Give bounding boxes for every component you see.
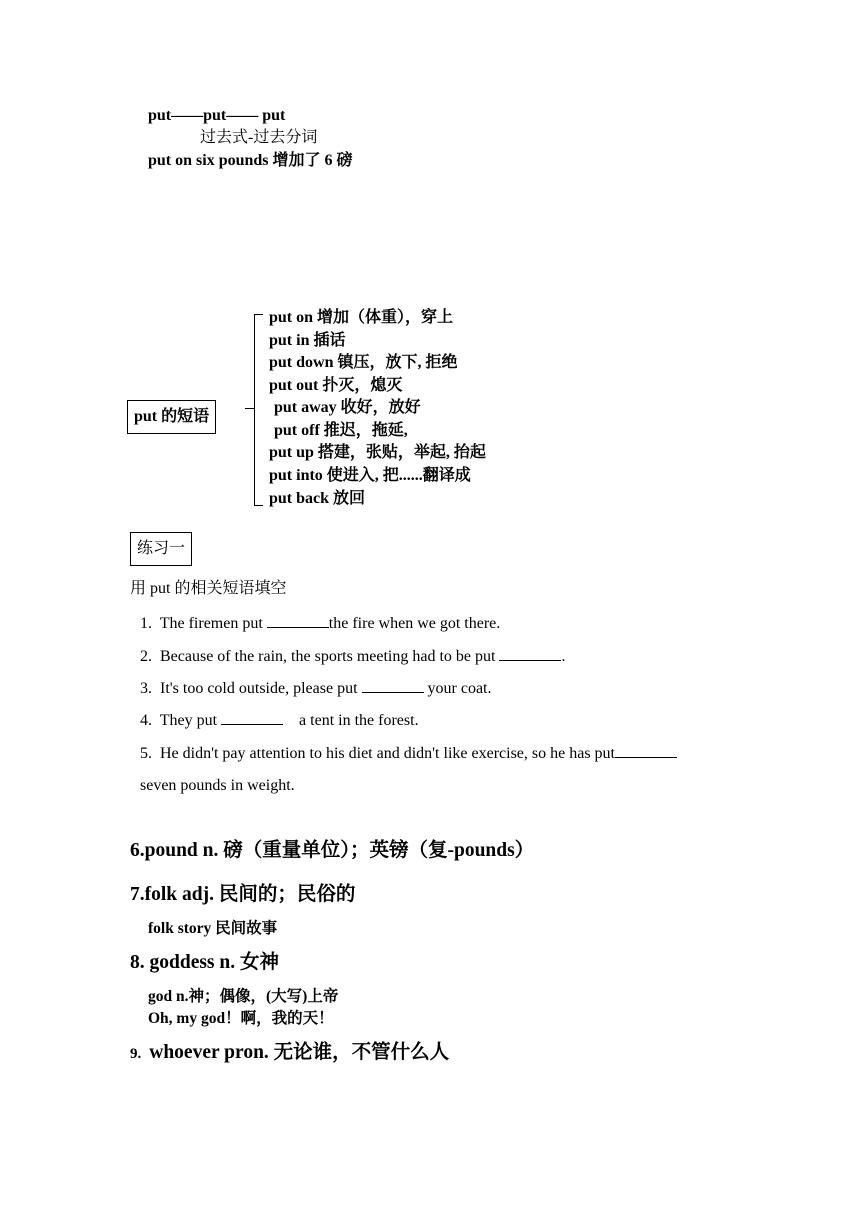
exercise-instruction-text: 用 put 的相关短语填空 [130,580,287,597]
exercise-item [140,709,419,732]
exercise-item [140,677,492,700]
item-number: 4. [140,712,152,729]
vocab-whoever-text: whoever pron. 无论谁，不管什么人 [149,1042,450,1063]
item-text-after: . [561,648,566,665]
phrase-item: put off 推迟，拖延, [274,422,408,439]
phrase-item: put away 收好，放好 [274,399,421,416]
verb-forms-note: 过去式-过去分词 [200,129,318,146]
phrase-item: put into 使进入, 把......翻译成 [269,467,471,484]
phrase-item: put down 镇压，放下, 拒绝 [269,354,458,371]
exercise-item [140,645,565,668]
vocab-folk-example: folk story 民间故事 [148,920,278,937]
item-text-before: They put [159,712,222,729]
item-text-after: a tent in the forest. [283,712,419,729]
item-text-before: The firemen put [159,615,267,632]
item-number: 5. [140,745,152,762]
answer-blank[interactable] [267,612,329,628]
vocab-goddess: 8. goddess n. 女神 [130,952,279,973]
vocab-god-example: Oh, my god！啊，我的天！ [148,1010,334,1027]
item-number: 2. [140,648,152,665]
vocab-whoever [130,1040,449,1067]
phrase-item: put up 搭建，张贴，举起, 抬起 [269,444,486,461]
phrase-item: put back 放回 [269,490,366,507]
answer-blank[interactable] [221,709,283,725]
exercise-instruction [130,578,286,600]
item-text-before: Because of the rain, the sports meeting had to be put [160,648,500,665]
phrase-item: put out 扑灭，熄灭 [269,377,403,394]
item-number: 3. [140,680,152,697]
phrase-item: put in 插话 [269,332,346,349]
exercise-box-label: 练习一 [130,532,192,566]
answer-blank[interactable] [499,645,561,661]
exercise-item-continuation: seven pounds in weight. [140,777,295,794]
phrases-box-label: put 的短语 [127,400,216,434]
answer-blank[interactable] [362,677,424,693]
phrases-bracket [254,314,263,506]
item-text-after: the fire when we got there. [328,615,501,632]
answer-blank[interactable] [615,742,677,758]
item-text-after: your coat. [423,680,492,697]
vocab-whoever-number: 9. [130,1046,142,1062]
item-text-before: He didn't pay attention to his diet and didn't like exercise, so he has put [160,745,615,762]
item-text-before: It's too cold outside, please put [160,680,362,697]
vocab-folk: 7.folk adj. 民间的；民俗的 [130,884,356,905]
vocab-pound: 6.pound n. 磅（重量单位）；英镑（复-pounds） [130,840,535,861]
exercise-item [140,742,677,765]
exercise-item [140,612,500,635]
phrase-item: put on 增加（体重），穿上 [269,309,454,326]
example-phrase: put on six pounds 增加了 6 磅 [148,152,353,169]
item-number: 1. [140,615,152,632]
vocab-god: god n.神；偶像，(大写)上帝 [148,988,339,1005]
verb-forms-line: put——put—— put [148,107,286,124]
